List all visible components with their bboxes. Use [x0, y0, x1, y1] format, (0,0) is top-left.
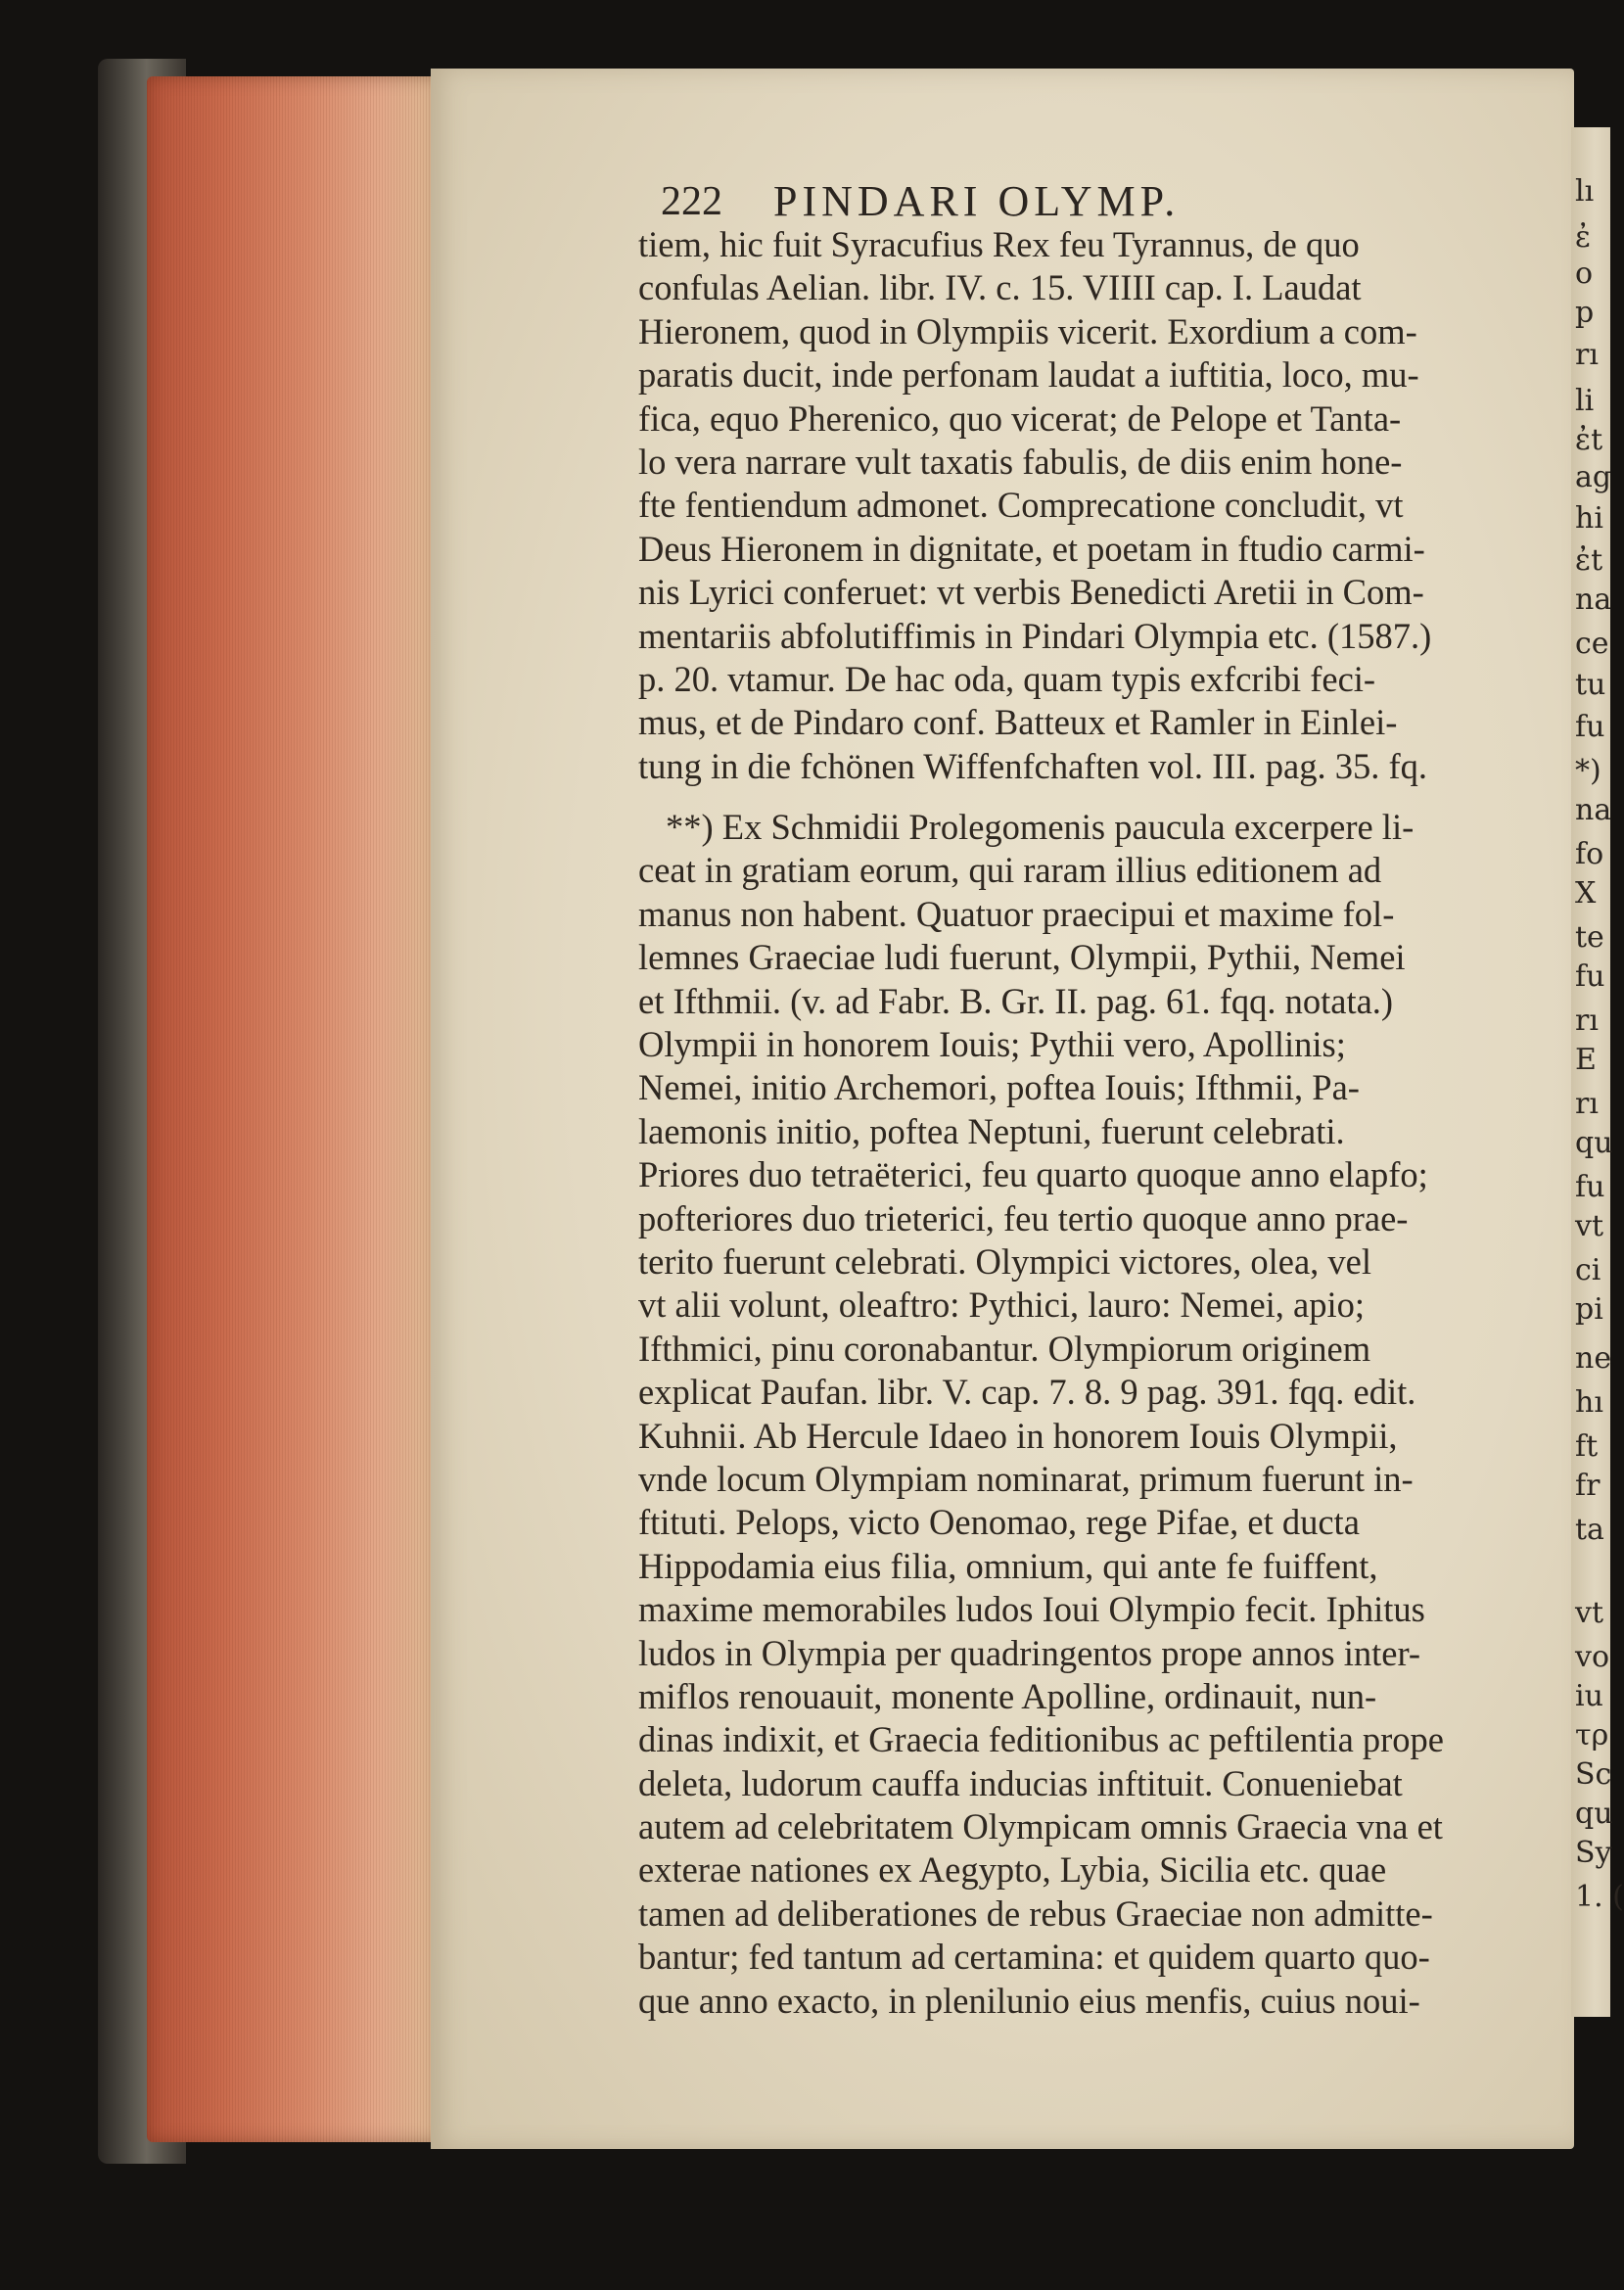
text-line: miflos renouauit, monente Apolline, ordinauit, nun- [638, 1675, 1377, 1716]
facing-page-fragment: vt [1575, 1596, 1604, 1630]
text-line: fte fentiendum admonet. Comprecatione concludit, vt [638, 485, 1404, 526]
text-line: Priores duo tetraëterici, feu quarto quoque anno elapfo; [638, 1154, 1428, 1195]
text-line: tamen ad deliberationes de rebus Graeciae non admitte- [638, 1893, 1433, 1934]
running-head-text: PINDARI OLYMP. [773, 177, 1181, 225]
text-line: Hieronem, quod in Olympiis vicerit. Exordium a com- [638, 310, 1417, 351]
text-line: deleta, ludorum cauffa inducias inftituit. Conueniebat [638, 1762, 1403, 1803]
facing-page-fragment: li [1575, 384, 1595, 418]
facing-page-fragment: te [1575, 920, 1604, 955]
text-line: vt alii volunt, oleaftro: Pythici, lauro: Nemei, apio; [638, 1285, 1366, 1326]
paragraph-gap [638, 788, 1554, 806]
text-line: fica, equo Pherenico, quo vicerat; de Pelope et Tanta- [638, 397, 1402, 439]
facing-page-fragment: 1. ( [1575, 1880, 1624, 1914]
text-line: Ifthmici, pinu coronabantur. Olympiorum originem [638, 1328, 1371, 1369]
text-line: pofteriores duo trieterici, feu tertio quoque anno prae- [638, 1197, 1409, 1238]
facing-page-fragment: ci [1575, 1253, 1601, 1287]
text-line: lemnes Graeciae ludi fuerunt, Olympii, Pythii, Nemei [638, 937, 1406, 978]
text-line: Deus Hieronem in dignitate, et poetam in ftudio carmi- [638, 528, 1425, 569]
text-line: Hippodamia eius filia, omnium, qui ante fe fuiffent, [638, 1545, 1378, 1586]
facing-page-fragment: τρ [1575, 1718, 1609, 1753]
text-line: tiem, hic fuit Syracufius Rex feu Tyrannus, de quo [638, 224, 1360, 264]
page-edges [147, 76, 441, 2142]
facing-page-fragment: ἐ [1575, 220, 1592, 255]
text-line: lo vera narrare vult taxatis fabulis, de diis enim hone- [638, 441, 1403, 482]
text-line: p. 20. vtamur. De hac oda, quam typis exfcribi feci- [638, 658, 1376, 699]
facing-page-fragment: o [1575, 257, 1594, 291]
text-line: Nemei, initio Archemori, poftea Iouis; Ifthmii, Pa- [638, 1067, 1360, 1108]
facing-page-fragment: hi [1575, 501, 1603, 536]
facing-page-fragment: na [1575, 583, 1612, 617]
facing-page-fragment: hı [1575, 1385, 1603, 1420]
text-line: laemonis initio, poftea Neptuni, fuerunt celebrati. [638, 1110, 1345, 1151]
facing-page-fragment: tu [1575, 668, 1606, 702]
facing-page-fragment: fr [1575, 1469, 1601, 1503]
facing-page-fragment: ft [1575, 1429, 1599, 1464]
facing-page-fragment: rı [1575, 1004, 1599, 1038]
facing-page-fragment: na [1575, 793, 1612, 827]
text-line: ceat in gratiam eorum, qui raram illius editionem ad [638, 850, 1382, 891]
page-number: 222 [661, 179, 722, 224]
text-line: nis Lyrici conferuet: vt verbis Benedicti Aretii in Com- [638, 572, 1424, 613]
facing-page-fragment: ἐt [1575, 543, 1603, 578]
facing-page-fragment: ne [1575, 1341, 1612, 1376]
facing-page-fragment: ag [1575, 460, 1612, 494]
facing-page-fragment: vo [1575, 1640, 1610, 1674]
facing-page-fragment: vt [1575, 1209, 1604, 1243]
text-line: manus non habent. Quatuor praecipui et maxime fol- [638, 893, 1395, 934]
facing-page-fragment: qu [1575, 1797, 1613, 1831]
running-head [773, 176, 1361, 226]
facing-page-fragment: ce [1575, 627, 1609, 661]
facing-page-fragment: *) [1575, 754, 1601, 788]
facing-page-fragment: fu [1575, 959, 1605, 994]
text-line: autem ad celebritatem Olympicam omnis Graecia vna et [638, 1806, 1443, 1847]
text-line: paratis ducit, inde perfonam laudat a iuftitia, loco, mu- [638, 354, 1419, 396]
facing-page-fragment: iu [1575, 1679, 1603, 1713]
text-line: vnde locum Olympiam nominarat, primum fuerunt in- [638, 1458, 1414, 1499]
text-line: mentariis abfolutiffimis in Pindari Olympia etc. (1587.) [638, 615, 1432, 656]
text-line: maxime memorabiles ludos Ioui Olympio fecit. Iphitus [638, 1589, 1425, 1630]
next-page-edge [1571, 127, 1624, 2017]
text-line: que anno exacto, in plenilunio eius menfis, cuius noui- [638, 1980, 1420, 2021]
text-line: ludos in Olympia per quadringentos prope annos inter- [638, 1632, 1421, 1673]
facing-page-fragment: fo [1575, 837, 1604, 871]
facing-page-fragment: pi [1575, 1292, 1603, 1327]
facing-page-fragment: lı [1575, 174, 1595, 209]
facing-page-fragment: qu [1575, 1126, 1613, 1160]
text-line: Kuhnii. Ab Hercule Idaeo in honorem Iouis Olympii, [638, 1415, 1398, 1456]
facing-page-fragment: X [1575, 876, 1597, 911]
text-line: Olympii in honorem Iouis; Pythii vero, Apollinis; [638, 1024, 1346, 1065]
text-line: tung in die fchönen Wiffenfchaften vol. III. pag. 35. fq. [638, 745, 1428, 786]
facing-page-fragment: fu [1575, 1170, 1605, 1204]
text-line: **) Ex Schmidii Prolegomenis paucula excerpere li- [666, 807, 1415, 848]
text-line: bantur; fed tantum ad certamina: et quidem quarto quo- [638, 1937, 1430, 1978]
facing-page-fragment: E [1575, 1043, 1597, 1077]
text-line: terito fuerunt celebrati. Olympici victores, olea, vel [638, 1240, 1371, 1282]
text-line: dinas indixit, et Graecia feditionibus ac peftilentia prope [638, 1719, 1444, 1760]
text-line: confulas Aelian. libr. IV. c. 15. VIIII cap. I. Laudat [638, 267, 1362, 308]
text-line: explicat Paufan. libr. V. cap. 7. 8. 9 pag. 391. fqq. edit. [638, 1372, 1416, 1413]
facing-page-fragment: p [1575, 296, 1595, 330]
facing-page-fragment: Sc [1575, 1757, 1612, 1792]
text-line: exterae nationes ex Aegypto, Lybia, Sicilia etc. quae [638, 1849, 1387, 1891]
facing-page-fragment: fu [1575, 710, 1605, 744]
facing-page-fragment: Sy [1575, 1836, 1612, 1870]
text-line: mus, et de Pindaro conf. Batteux et Ramler in Einlei- [638, 702, 1398, 743]
footnote-text [638, 223, 1554, 2023]
text-line: et Ifthmii. (v. ad Fabr. B. Gr. II. pag. 61. fqq. notata.) [638, 980, 1394, 1021]
facing-page-fragment: ta [1575, 1513, 1604, 1547]
facing-page-fragment: rı [1575, 338, 1599, 372]
facing-page-fragment: rı [1575, 1087, 1599, 1121]
facing-page-fragment: ἐt [1575, 423, 1603, 457]
text-line: ftituti. Pelops, victo Oenomao, rege Pifae, et ducta [638, 1502, 1360, 1543]
